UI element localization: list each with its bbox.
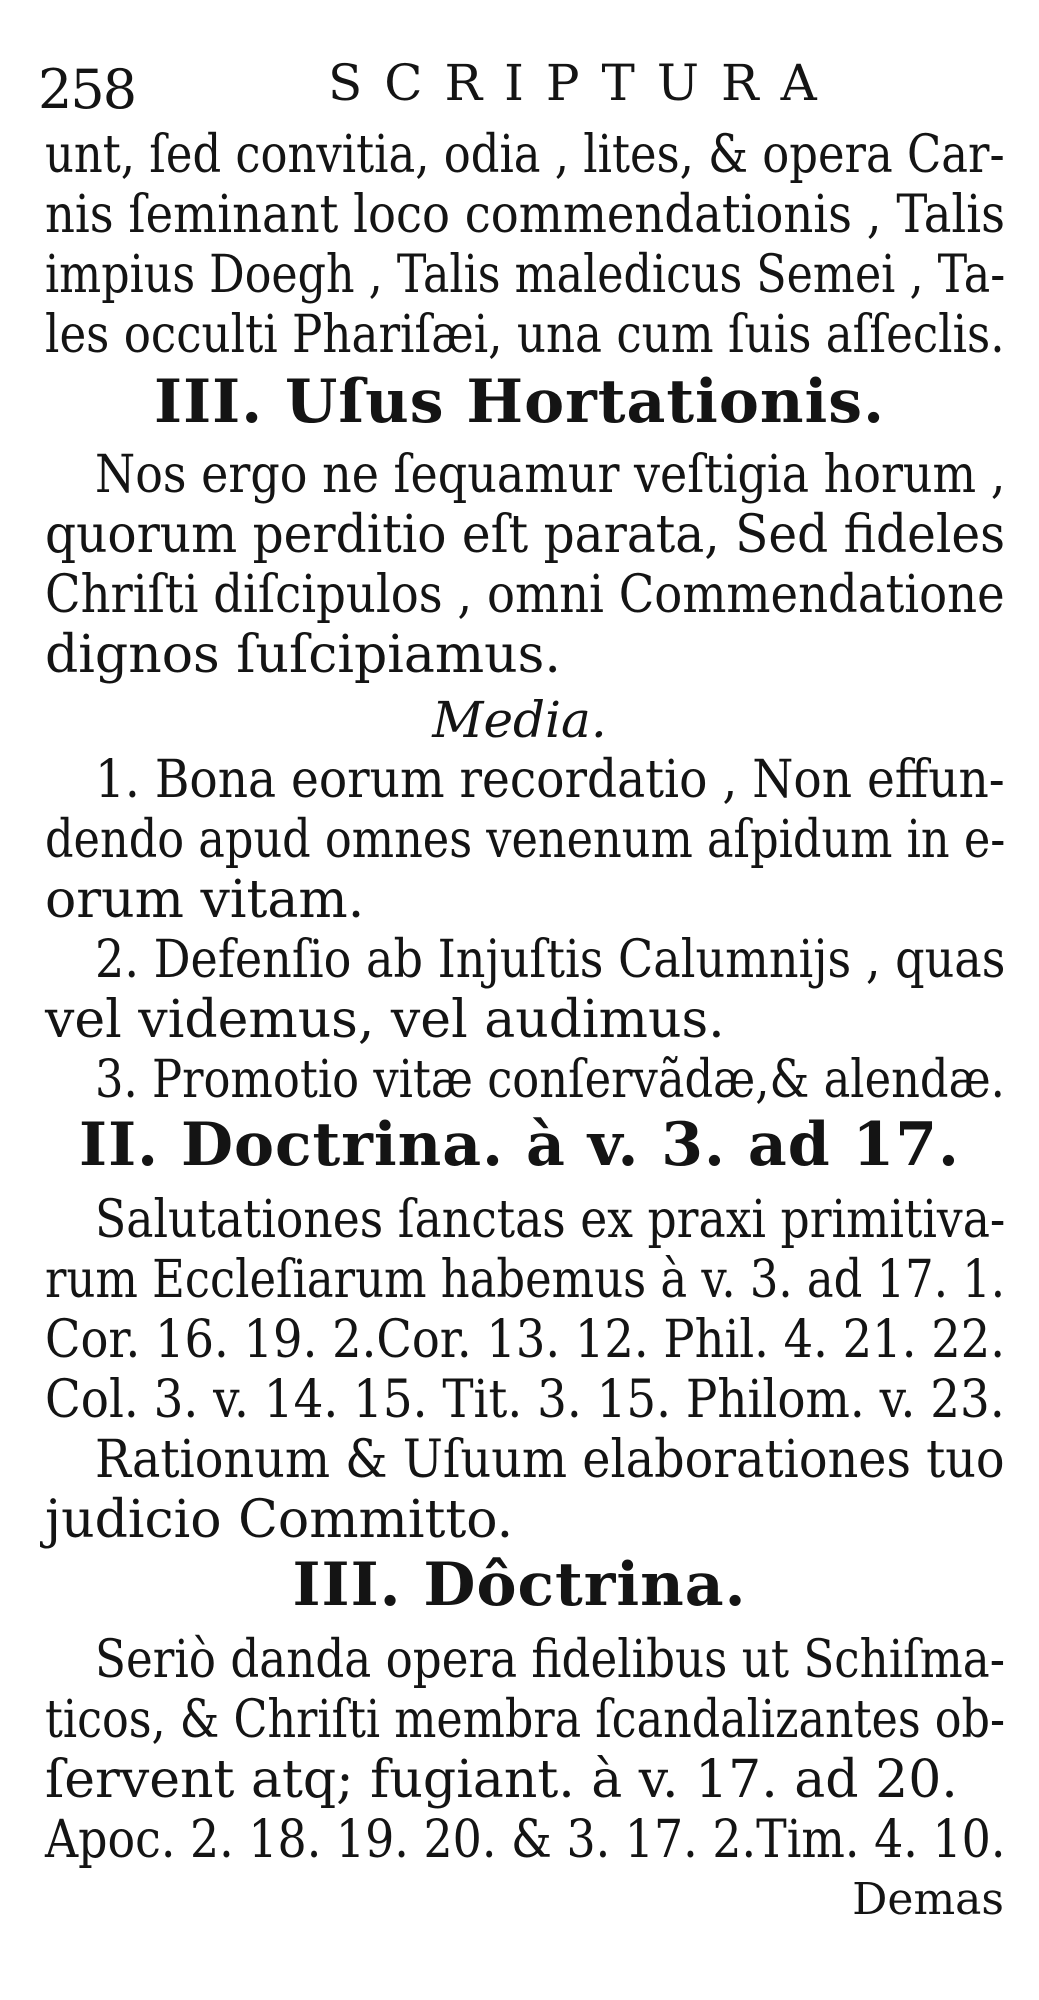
page-number: 258 (38, 58, 136, 121)
section-heading: III. Dôctrina. (292, 1550, 747, 1620)
text-line: rum Eccleſiarum habemus à v. 3. ad 17. 1. (45, 1250, 1006, 1310)
text-line: vel videmus, vel audimus. (45, 990, 725, 1050)
text-line: Rationum & Uſuum elaborationes tuo (95, 1430, 1005, 1490)
text-line: Cor. 16. 19. 2.Cor. 13. 12. Phil. 4. 21. 22. (45, 1310, 1005, 1370)
text-line: ticos, & Chriſti membra ſcandalizantes ob- (45, 1690, 1006, 1750)
text-line: 2. Defenſio ab Injuſtis Calumnijs , quas (95, 930, 1006, 990)
text-line: dignos ſuſcipiamus. (45, 625, 561, 685)
text-line: Salutationes ſanctas ex praxi primitiva- (95, 1190, 1006, 1250)
running-header (38, 48, 999, 121)
running-title: SCRIPTURA (328, 54, 839, 112)
text-line: judicio Committo. (45, 1490, 514, 1550)
text-line: Apoc. 2. 18. 19. 20. & 3. 17. 2.Tim. 4. 10. (45, 1810, 1006, 1870)
catchword: Demas (852, 1874, 1004, 1925)
text-line: impius Doegh , Talis maledicus Semei , Ta- (45, 245, 1006, 305)
text-line: Col. 3. v. 14. 15. Tit. 3. 15. Philom. v. 23. (45, 1370, 1005, 1430)
text-line: Seriò danda opera fidelibus ut Schiſma- (95, 1630, 1005, 1690)
text-line: unt, ſed convitia, odia , lites, & opera Car- (45, 125, 1005, 185)
text-line: 1. Bona eorum recordatio , Non effun- (95, 750, 1005, 810)
text-line: Nos ergo ne ſequamur veſtigia horum , (95, 445, 1006, 505)
section-heading: III. Uſus Hortationis. (154, 367, 885, 437)
text-line: 3. Promotio vitæ conſervãdæ,& alendæ. (95, 1050, 1005, 1110)
text-line: ſervent atq; fugiant. à v. 17. ad 20. (45, 1750, 958, 1810)
text-line: quorum perditio eſt parata, Sed fideles (45, 505, 1006, 565)
text-line: les occulti Phariſæi, una cum ſuis aſſeclis. (45, 305, 1005, 365)
text-line: Chriſti diſcipulos , omni Commendatione (45, 565, 1005, 625)
text-line: nis ſeminant loco commendationis , Talis (45, 185, 1006, 245)
subheading-media: Media. (432, 691, 607, 749)
text-line: orum vitam. (45, 870, 365, 930)
text-line: dendo apud omnes venenum aſpidum in e- (45, 810, 1006, 870)
section-heading: II. Doctrina. à v. 3. ad 17. (79, 1110, 960, 1180)
